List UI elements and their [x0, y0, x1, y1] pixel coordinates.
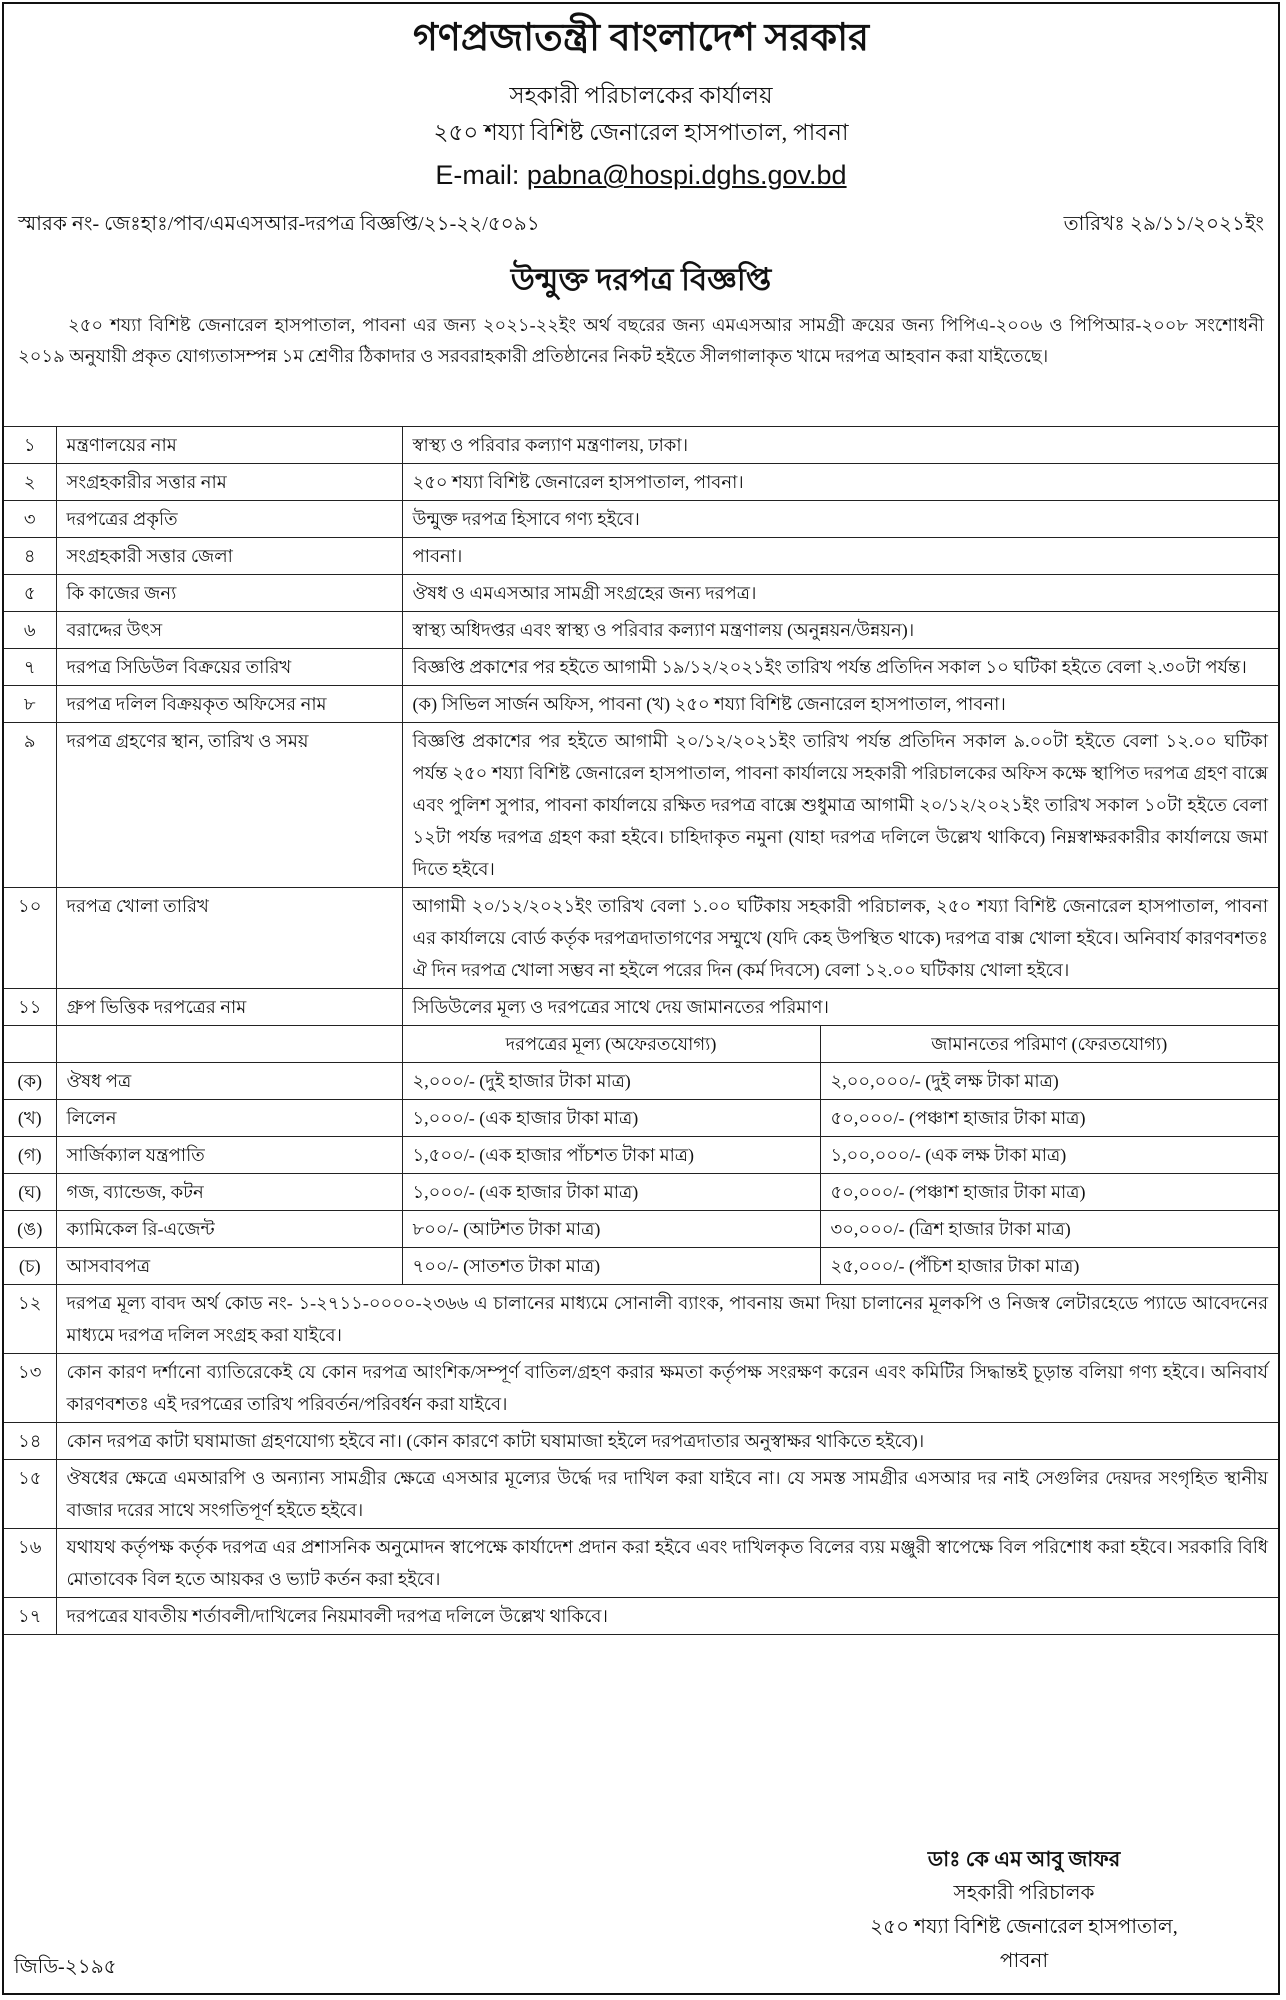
group-code: (ঙ) — [4, 1211, 56, 1248]
row-label: সংগ্রহকারী সত্তার জেলা — [56, 538, 402, 575]
table-row — [4, 1529, 1278, 1598]
row-value: ঔষধ ও এমএসআর সামগ্রী সংগ্রহের জন্য দরপত্র। — [402, 575, 1278, 612]
table-row — [4, 538, 1278, 575]
row-label: কি কাজের জন্য — [56, 575, 402, 612]
row-value: আগামী ২০/১২/২০২১ইং তারিখ বেলা ১.০০ ঘটিকায় সহকারী পরিচালক, ২৫০ শয্যা বিশিষ্ট জেনারেল হাসপাতাল, পাবনা এর কার্যালয়ে বোর্ড কর্তৃক দরপত্রদাতাগণের সম্মুখে (যদি কেহ উপস্থিত থাকে) দরপত্র বাক্স খোলা হইবে। অনিবার্য কারণবশতঃ ঐ দিন দরপত্র খোলা সম্ভব না হইলে পরের দিন (কর্ম দিবসে) বেলা ১২.০০ ঘটিকায় খোলা হইবে। — [402, 888, 1278, 989]
signatory-office: ২৫০ শয্যা বিশিষ্ট জেনারেল হাসপাতাল, পাবনা — [870, 1916, 1178, 1972]
row-text: কোন কারণ দর্শানো ব্যাতিরেকেই যে কোন দরপত্র আংশিক/সম্পূর্ণ বাতিল/গ্রহণ করার ক্ষমতা কর্তৃপক্ষ সংরক্ষণ করেন এবং কমিটির সিদ্ধান্তই চূড়ান্ত বলিয়া গণ্য হইবে। অনিবার্য কারণবশতঃ এই দরপত্রের তারিখ পরিবর্তন/পরিবর্ধন করা যাইবে। — [56, 1354, 1278, 1423]
email-line — [4, 157, 1278, 193]
table-row — [4, 686, 1278, 723]
row-number: ১৬ — [4, 1529, 56, 1598]
group-row — [4, 1211, 1278, 1248]
group-name: আসবাবপত্র — [56, 1248, 402, 1285]
row-value: সিডিউলের মূল্য ও দরপত্রের সাথে দেয় জামানতের পরিমাণ। — [402, 989, 1278, 1026]
signatory-name: ডাঃ কে এম আবু জাফর — [927, 1847, 1121, 1871]
row-label: মন্ত্রণালয়ের নাম — [56, 427, 402, 464]
table-row — [4, 612, 1278, 649]
row-number: ১১ — [4, 989, 56, 1026]
security-column-header: জামানতের পরিমাণ (ফেরতযোগ্য) — [820, 1026, 1278, 1063]
row-number: ৫ — [4, 575, 56, 612]
group-row — [4, 1248, 1278, 1285]
row-number: ৩ — [4, 501, 56, 538]
table-row — [4, 1460, 1278, 1529]
price-column-header: দরপত্রের মূল্য (অফেরতযোগ্য) — [402, 1026, 820, 1063]
group-row — [4, 1137, 1278, 1174]
row-label: দরপত্র দলিল বিক্রয়কৃত অফিসের নাম — [56, 686, 402, 723]
group-price: ১,০০০/- (এক হাজার টাকা মাত্র) — [402, 1100, 820, 1137]
signatory-designation: সহকারী পরিচালক — [953, 1882, 1095, 1904]
signature-block — [844, 1842, 1204, 1978]
row-value: বিজ্ঞপ্তি প্রকাশের পর হইতে আগামী ২০/১২/২০২১ইং তারিখ পর্যন্ত প্রতিদিন সকাল ৯.০০টা হইতে বেলা ১২.০০ ঘটিকা পর্যন্ত ২৫০ শয্যা বিশিষ্ট জেনারেল হাসপাতাল, পাবনা কার্যালয়ে সহকারী পরিচালকের অফিস কক্ষে স্থাপিত দরপত্র গ্রহণ বাক্সে এবং পুলিশ সুপার, পাবনা কার্যালয়ে রক্ষিত দরপত্র বাক্সে শুধুমাত্র আগামী ২০/১২/২০২১ইং তারিখ সকাল ১০টা হইতে বেলা ১২টা পর্যন্ত দরপত্র গ্রহণ করা হইবে। চাহিদাকৃত নমুনা (যাহা দরপত্র দলিলে উল্লেখ থাকিবে) নিম্নস্বাক্ষরকারীর কার্যালয়ে জমা দিতে হইবে। — [402, 723, 1278, 888]
group-row — [4, 1174, 1278, 1211]
group-security: ২৫,০০০/- (পঁচিশ হাজার টাকা মাত্র) — [820, 1248, 1278, 1285]
row-text: কোন দরপত্র কাটা ঘষামাজা গ্রহণযোগ্য হইবে না। (কোন কারণে কাটা ঘষামাজা হইলে দরপত্রদাতার অনুস্বাক্ষর থাকিতে হইবে)। — [56, 1423, 1278, 1460]
row-value: ২৫০ শয্যা বিশিষ্ট জেনারেল হাসপাতাল, পাবনা। — [402, 464, 1278, 501]
row-text: দরপত্রের যাবতীয় শর্তাবলী/দাখিলের নিয়মাবলী দরপত্র দলিলে উল্লেখ থাকিবে। — [56, 1598, 1278, 1635]
group-security: ১,০০,০০০/- (এক লক্ষ টাকা মাত্র) — [820, 1137, 1278, 1174]
row-label: বরাদ্দের উৎস — [56, 612, 402, 649]
group-code: (ক) — [4, 1063, 56, 1100]
row-value: (ক) সিভিল সার্জন অফিস, পাবনা (খ) ২৫০ শয্যা বিশিষ্ট জেনারেল হাসপাতাল, পাবনা। — [402, 686, 1278, 723]
row-label: সংগ্রহকারীর সত্তার নাম — [56, 464, 402, 501]
table-row — [4, 1598, 1278, 1635]
table-row — [4, 1285, 1278, 1354]
row-text: দরপত্র মূল্য বাবদ অর্থ কোড নং- ১-২৭১১-০০০০-২৩৬৬ এ চালানের মাধ্যমে সোনালী ব্যাংক, পাবনায় জমা দিয়া চালানের মূলকপি ও নিজস্ব লেটারহেডে প্যাডে আবেদনের মাধ্যমে দরপত্র দলিল সংগ্রহ করা যাইবে। — [56, 1285, 1278, 1354]
group-security: ৩০,০০০/- (ত্রিশ হাজার টাকা মাত্র) — [820, 1211, 1278, 1248]
group-name: ক্যামিকেল রি-এজেন্ট — [56, 1211, 402, 1248]
group-name: ঔষধ পত্র — [56, 1063, 402, 1100]
hospital-name: ২৫০ শয্যা বিশিষ্ট জেনারেল হাসপাতাল, পাবনা — [433, 120, 849, 145]
row-number: ২ — [4, 464, 56, 501]
notice-title: উন্মুক্ত দরপত্র বিজ্ঞপ্তি — [510, 262, 772, 297]
office-name: সহকারী পরিচালকের কার্যালয় — [509, 83, 773, 108]
row-number: ৯ — [4, 723, 56, 888]
group-code: (খ) — [4, 1100, 56, 1137]
group-price: ৮০০/- (আটশত টাকা মাত্র) — [402, 1211, 820, 1248]
table-row — [4, 427, 1278, 464]
table-row — [4, 888, 1278, 989]
row-number: ১৪ — [4, 1423, 56, 1460]
table-row — [4, 501, 1278, 538]
group-row — [4, 1063, 1278, 1100]
row-text: যথাযথ কর্তৃপক্ষ কর্তৃক দরপত্র এর প্রশাসনিক অনুমোদন স্বাপেক্ষে কার্যাদেশ প্রদান করা হইবে এবং দাখিলকৃত বিলের ব্যয় মঞ্জুরী স্বাপেক্ষে বিল পরিশোধ করা হইবে। সরকারি বিধি মোতাবেক বিল হতে আয়কর ও ভ্যাট কর্তন করা হইবে। — [56, 1529, 1278, 1598]
row-number: ৬ — [4, 612, 56, 649]
row-number: ১৫ — [4, 1460, 56, 1529]
tender-notice-document — [2, 2, 1280, 1995]
group-code: (গ) — [4, 1137, 56, 1174]
row-value: বিজ্ঞপ্তি প্রকাশের পর হইতে আগামী ১৯/১২/২০২১ইং তারিখ পর্যন্ত প্রতিদিন সকাল ১০ ঘটিকা হইতে বেলা ২.৩০টা পর্যন্ত। — [402, 649, 1278, 686]
row-value: পাবনা। — [402, 538, 1278, 575]
memo-number: স্মারক নং- জেঃহাঃ/পাব/এমএসআর-দরপত্র বিজ্ঞপ্তি/২১-২২/৫০৯১ — [18, 213, 540, 235]
group-name: সার্জিক্যাল যন্ত্রপাতি — [56, 1137, 402, 1174]
table-row — [4, 464, 1278, 501]
row-number: ৭ — [4, 649, 56, 686]
row-value: স্বাস্থ্য ও পরিবার কল্যাণ মন্ত্রণালয়, ঢাকা। — [402, 427, 1278, 464]
row-label: দরপত্র সিডিউল বিক্রয়ের তারিখ — [56, 649, 402, 686]
group-price: ১,০০০/- (এক হাজার টাকা মাত্র) — [402, 1174, 820, 1211]
group-price: ২,০০০/- (দুই হাজার টাকা মাত্র) — [402, 1063, 820, 1100]
row-number: ৪ — [4, 538, 56, 575]
group-code: (চ) — [4, 1248, 56, 1285]
group-security: ৫০,০০০/- (পঞ্চাশ হাজার টাকা মাত্র) — [820, 1100, 1278, 1137]
group-code: (ঘ) — [4, 1174, 56, 1211]
intro-paragraph: ২৫০ শয্যা বিশিষ্ট জেনারেল হাসপাতাল, পাবনা এর জন্য ২০২১-২২ইং অর্থ বছরের জন্য এমএসআর সামগ্রী ক্রয়ের জন্য পিপিএ-২০০৬ ও পিপিআর-২০০৮ সংশোধনী ২০১৯ অনুযায়ী প্রকৃত যোগ্যতাসম্পন্ন ১ম শ্রেণীর ঠিকাদার ও সরবরাহকারী প্রতিষ্ঠানের নিকট হইতে সীলগালাকৃত খামে দরপত্র আহবান করা যাইতেছে। — [18, 315, 1264, 366]
row-number: ১৩ — [4, 1354, 56, 1423]
group-price: ৭০০/- (সাতশত টাকা মাত্র) — [402, 1248, 820, 1285]
row-text: ঔষধের ক্ষেত্রে এমআরপি ও অন্যান্য সামগ্রীর ক্ষেত্রে এসআর মূল্যের উর্দ্ধে দর দাখিল করা যাইবে না। যে সমস্ত সামগ্রীর এসআর দর নাই সেগুলির দেয়দর সংগৃহিত স্থানীয় বাজার দরের সাথে সংগতিপূর্ণ হইতে হইবে। — [56, 1460, 1278, 1529]
row-number: ১২ — [4, 1285, 56, 1354]
tender-details-table — [4, 426, 1278, 1635]
group-row — [4, 1100, 1278, 1137]
email-label: E-mail: — [435, 160, 527, 190]
row-number: ১ — [4, 427, 56, 464]
row-label: দরপত্র গ্রহণের স্থান, তারিখ ও সময় — [56, 723, 402, 888]
group-name: লিলেন — [56, 1100, 402, 1137]
government-title: গণপ্রজাতন্ত্রী বাংলাদেশ সরকার — [412, 17, 870, 59]
email-link[interactable]: pabna@hospi.dghs.gov.bd — [526, 160, 847, 190]
table-row — [4, 1423, 1278, 1460]
row-label: গ্রুপ ভিত্তিক দরপত্রের নাম — [56, 989, 402, 1026]
memo-date: তারিখঃ ২৯/১১/২০২১ইং — [1063, 213, 1264, 235]
group-header-row — [4, 1026, 1278, 1063]
row-value: স্বাস্থ্য অধিদপ্তর এবং স্বাস্থ্য ও পরিবার কল্যাণ মন্ত্রণালয় (অনুন্নয়ন/উন্নয়ন)। — [402, 612, 1278, 649]
table-row — [4, 1354, 1278, 1423]
row-value: উন্মুক্ত দরপত্র হিসাবে গণ্য হইবে। — [402, 501, 1278, 538]
group-security: ২,০০,০০০/- (দুই লক্ষ টাকা মাত্র) — [820, 1063, 1278, 1100]
row-label: দরপত্রের প্রকৃতি — [56, 501, 402, 538]
group-price: ১,৫০০/- (এক হাজার পাঁচশত টাকা মাত্র) — [402, 1137, 820, 1174]
gd-code: জিডি-২১৯৫ — [14, 1956, 117, 1978]
row-number: ১০ — [4, 888, 56, 989]
table-row — [4, 649, 1278, 686]
table-row — [4, 989, 1278, 1026]
group-header-empty — [56, 1026, 402, 1063]
row-number: ১৭ — [4, 1598, 56, 1635]
group-header-empty — [4, 1026, 56, 1063]
group-security: ৫০,০০০/- (পঞ্চাশ হাজার টাকা মাত্র) — [820, 1174, 1278, 1211]
table-row — [4, 723, 1278, 888]
row-label: দরপত্র খোলা তারিখ — [56, 888, 402, 989]
table-row — [4, 575, 1278, 612]
row-number: ৮ — [4, 686, 56, 723]
group-name: গজ, ব্যান্ডেজ, কটন — [56, 1174, 402, 1211]
